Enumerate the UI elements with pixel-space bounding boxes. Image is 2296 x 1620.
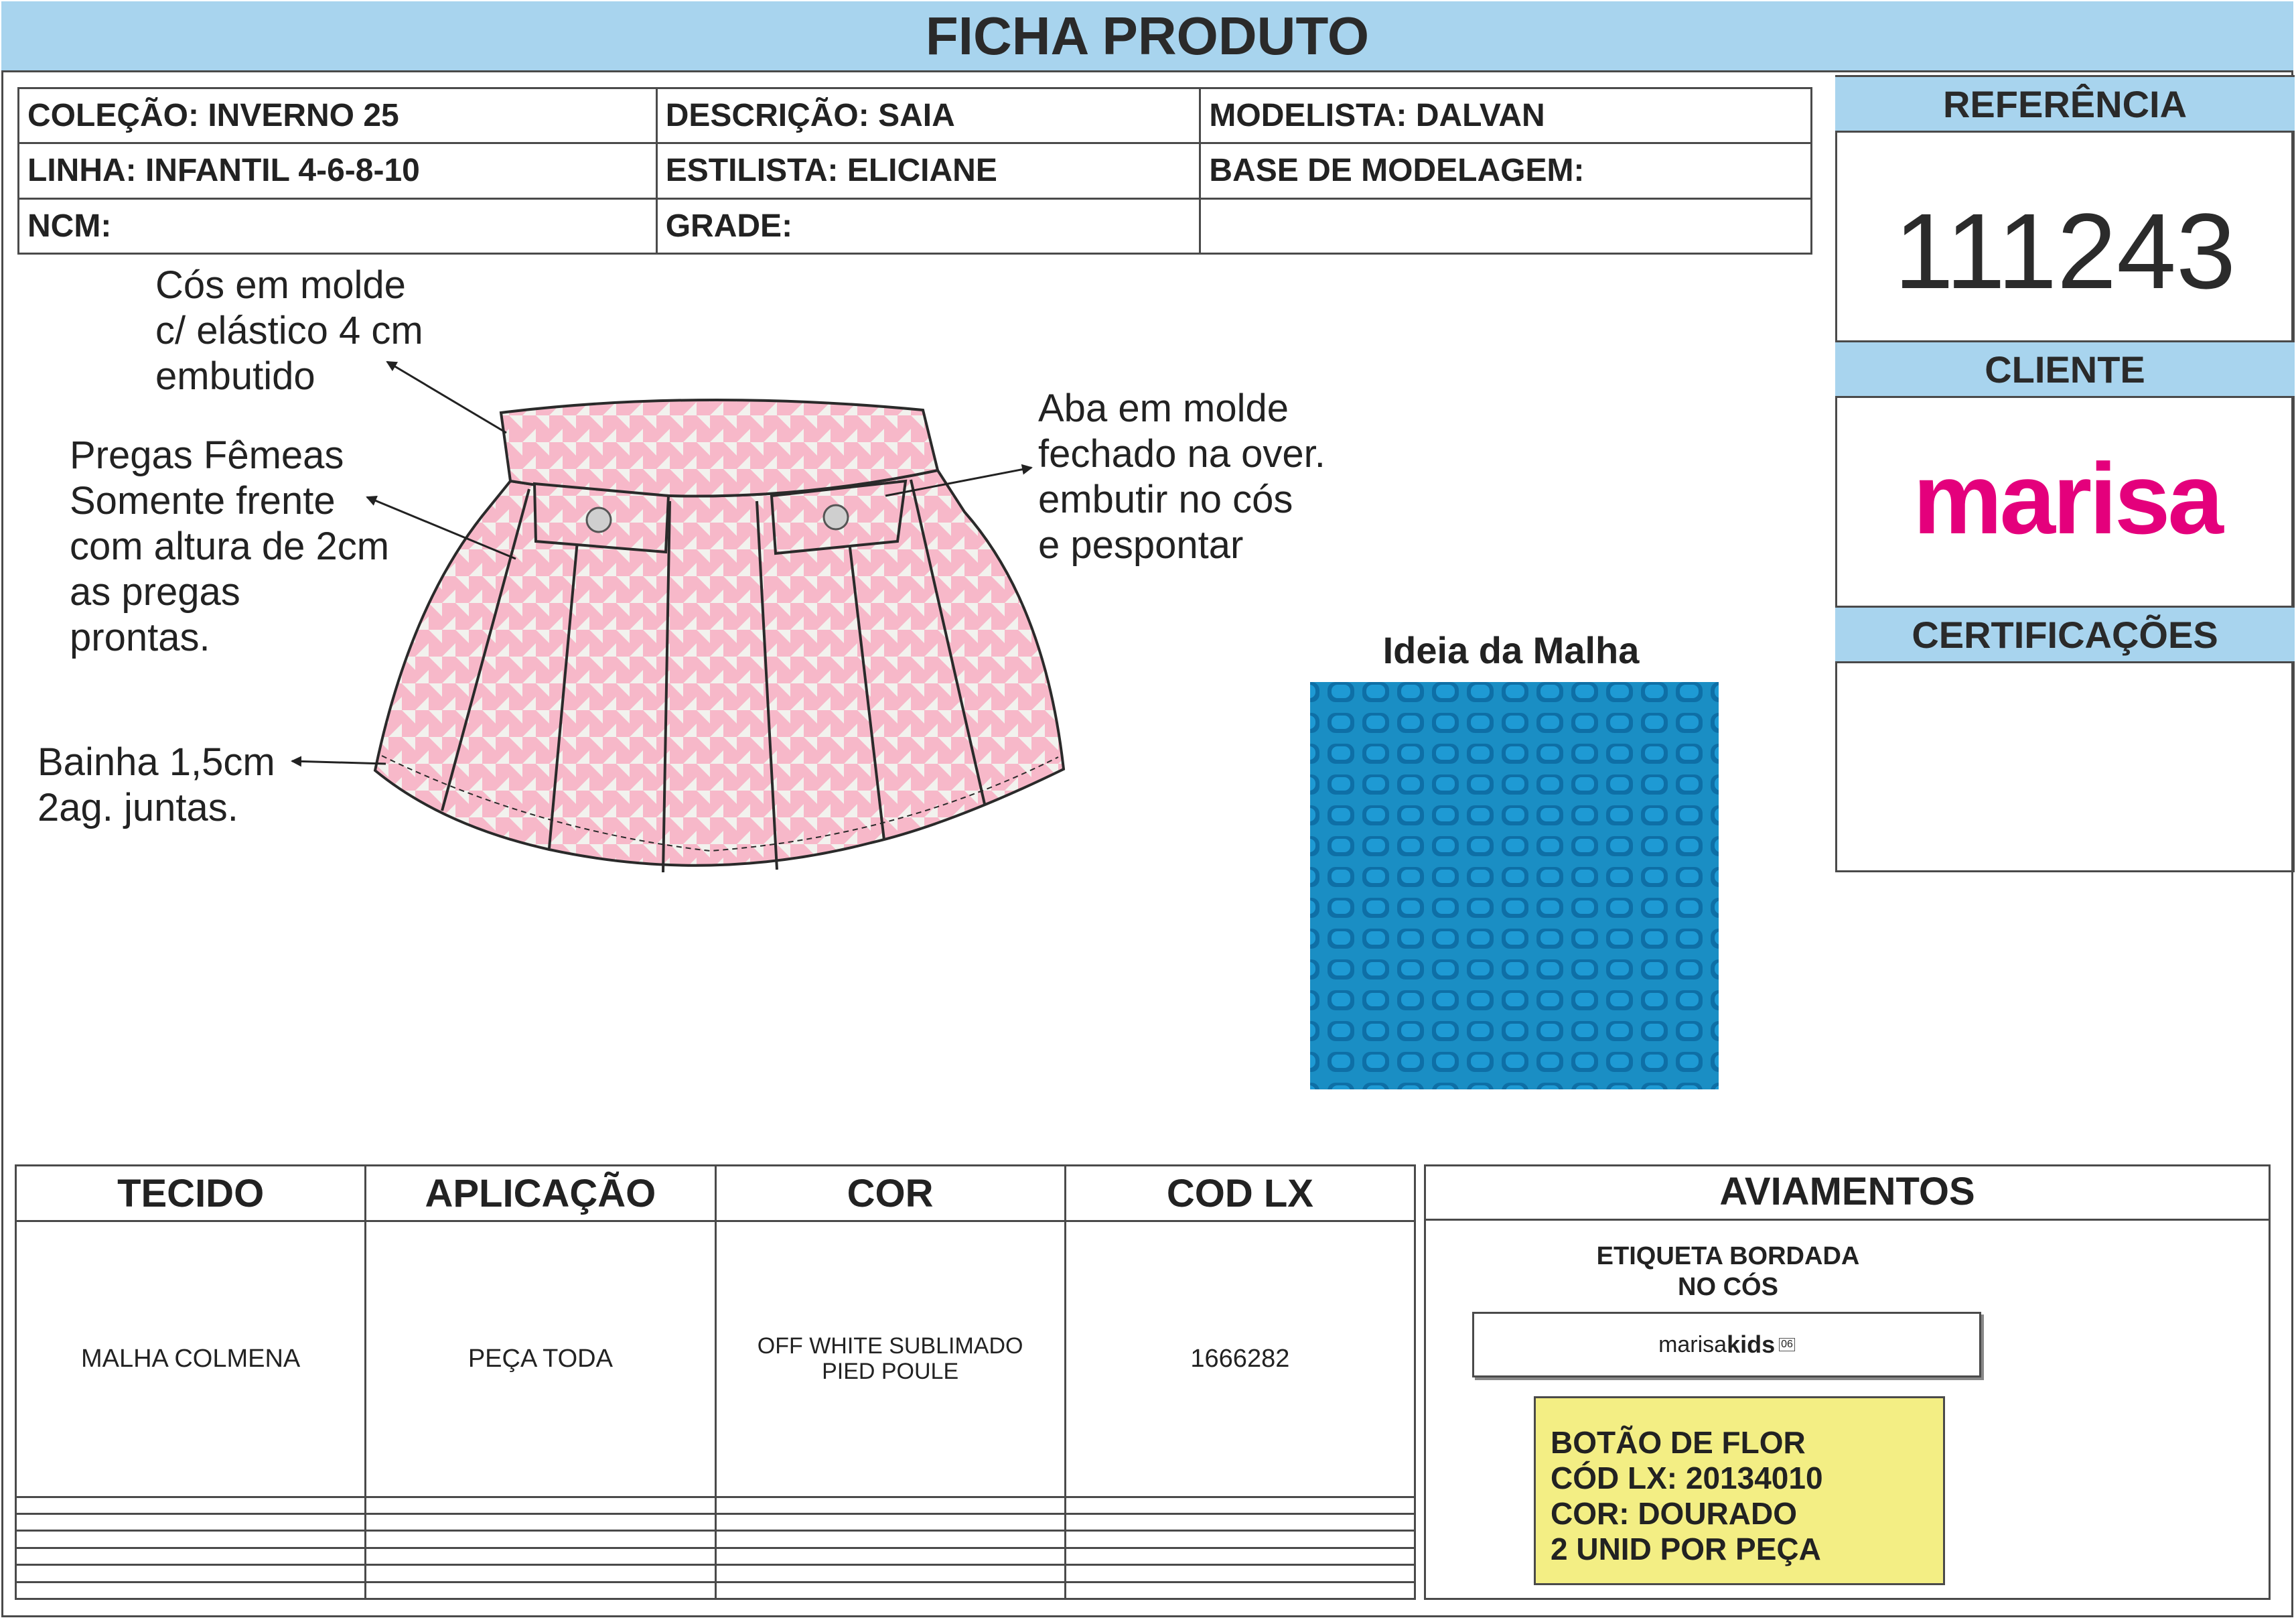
note-line: embutido [155, 354, 315, 398]
info-cell: COLEÇÃO: INVERNO 25 [19, 88, 657, 143]
page-title: FICHA PRODUTO [1, 1, 2293, 72]
certificacoes-header: CERTIFICAÇÕES [1835, 606, 2295, 663]
etiqueta-text [1540, 1241, 1916, 1302]
note-line: Pregas Fêmeas [70, 433, 344, 477]
table-cell [16, 1548, 366, 1564]
malha-title: Ideia da Malha [1382, 629, 1640, 671]
note-line: e pespontar [1038, 523, 1244, 567]
note-line: prontas. [70, 616, 210, 659]
table-row [16, 1513, 1415, 1530]
table-cell [366, 1497, 715, 1513]
table-cell [366, 1582, 715, 1599]
table-header-row [16, 1166, 1415, 1221]
table-cell [715, 1513, 1065, 1530]
referencia-header: REFERÊNCIA [1835, 75, 2295, 133]
knit-fabric-swatch [1310, 682, 1719, 1089]
table-cell [16, 1513, 366, 1530]
etiqueta-line: ETIQUETA BORDADA [1596, 1242, 1860, 1270]
table-cell: PEÇA TODA [366, 1221, 715, 1497]
table-row [16, 1497, 1415, 1513]
table-cell [715, 1565, 1065, 1582]
table-cell: 1666282 [1065, 1221, 1415, 1497]
marisa-logo: marisa [1913, 442, 2221, 555]
table-cell [715, 1221, 1065, 1497]
table-row [16, 1221, 1415, 1497]
table-row [16, 1582, 1415, 1599]
info-cell: ESTILISTA: ELICIANE [656, 143, 1200, 198]
table-cell [1065, 1497, 1415, 1513]
table-cell [366, 1513, 715, 1530]
table-cell [1065, 1531, 1415, 1548]
button-note-line: COR: DOURADO [1551, 1496, 1797, 1531]
note-line: Somente frente [70, 479, 336, 523]
info-cell: GRADE: [656, 198, 1200, 253]
info-cell: LINHA: INFANTIL 4-6-8-10 [19, 143, 657, 198]
button-note-line: BOTÃO DE FLOR [1551, 1425, 1806, 1460]
fabric-table [15, 1164, 1416, 1600]
flower-button-icon [824, 505, 848, 529]
table-cell [366, 1531, 715, 1548]
table-cell [16, 1497, 366, 1513]
note-line: fechado na over. [1038, 432, 1325, 476]
table-cell [366, 1548, 715, 1564]
table-cell [715, 1548, 1065, 1564]
skirt-waistband [501, 400, 938, 496]
aviamentos-header: AVIAMENTOS [1424, 1164, 2271, 1221]
info-cell: NCM: [19, 198, 657, 253]
note-line: Cós em molde [155, 263, 406, 307]
column-header: COD LX [1065, 1166, 1415, 1221]
button-note [1534, 1396, 1945, 1585]
column-header: COR [715, 1166, 1065, 1221]
button-note-line: 2 UNID POR PEÇA [1551, 1532, 1821, 1566]
table-cell [16, 1531, 366, 1548]
table-cell [1065, 1548, 1415, 1564]
cor-line: OFF WHITE SUBLIMADO [757, 1333, 1023, 1359]
label-brand: marisa [1658, 1331, 1727, 1357]
table-row [16, 1548, 1415, 1564]
label-tag: 06 [1779, 1338, 1795, 1351]
column-header: APLICAÇÃO [366, 1166, 715, 1221]
table-cell [366, 1565, 715, 1582]
table-cell: MALHA COLMENA [16, 1221, 366, 1497]
table-cell [1065, 1582, 1415, 1599]
note-line: Bainha 1,5cm [38, 740, 275, 784]
table-cell [16, 1565, 366, 1582]
button-note-line: CÓD LX: 20134010 [1551, 1461, 1823, 1495]
etiqueta-line: NO CÓS [1678, 1273, 1778, 1301]
note-line: as pregas [70, 570, 240, 614]
note-line: embutir no cós [1038, 478, 1293, 521]
table-cell [16, 1582, 366, 1599]
table-row [16, 1531, 1415, 1548]
info-cell: MODELISTA: DALVAN [1200, 88, 1812, 143]
table-row [16, 1565, 1415, 1582]
cliente-header: CLIENTE [1835, 340, 2295, 398]
note-line: c/ elástico 4 cm [155, 309, 423, 352]
skirt-body [375, 470, 1064, 866]
info-cell: BASE DE MODELAGEM: [1200, 143, 1812, 198]
table-cell [1065, 1565, 1415, 1582]
table-cell [1065, 1513, 1415, 1530]
note-line: 2ag. juntas. [38, 786, 238, 829]
table-cell [715, 1497, 1065, 1513]
cor-line: PIED POULE [822, 1359, 959, 1385]
flower-button-icon [587, 508, 611, 532]
table-cell [715, 1531, 1065, 1548]
table-cell [715, 1582, 1065, 1599]
reference-number: 111243 [1893, 191, 2236, 311]
label-kids: kids [1727, 1331, 1776, 1358]
note-line: Aba em molde [1038, 387, 1289, 430]
embroidered-label [1472, 1312, 1981, 1377]
column-header: TECIDO [16, 1166, 366, 1221]
note-line: com altura de 2cm [70, 525, 390, 568]
info-cell: DESCRIÇÃO: SAIA [656, 88, 1200, 143]
